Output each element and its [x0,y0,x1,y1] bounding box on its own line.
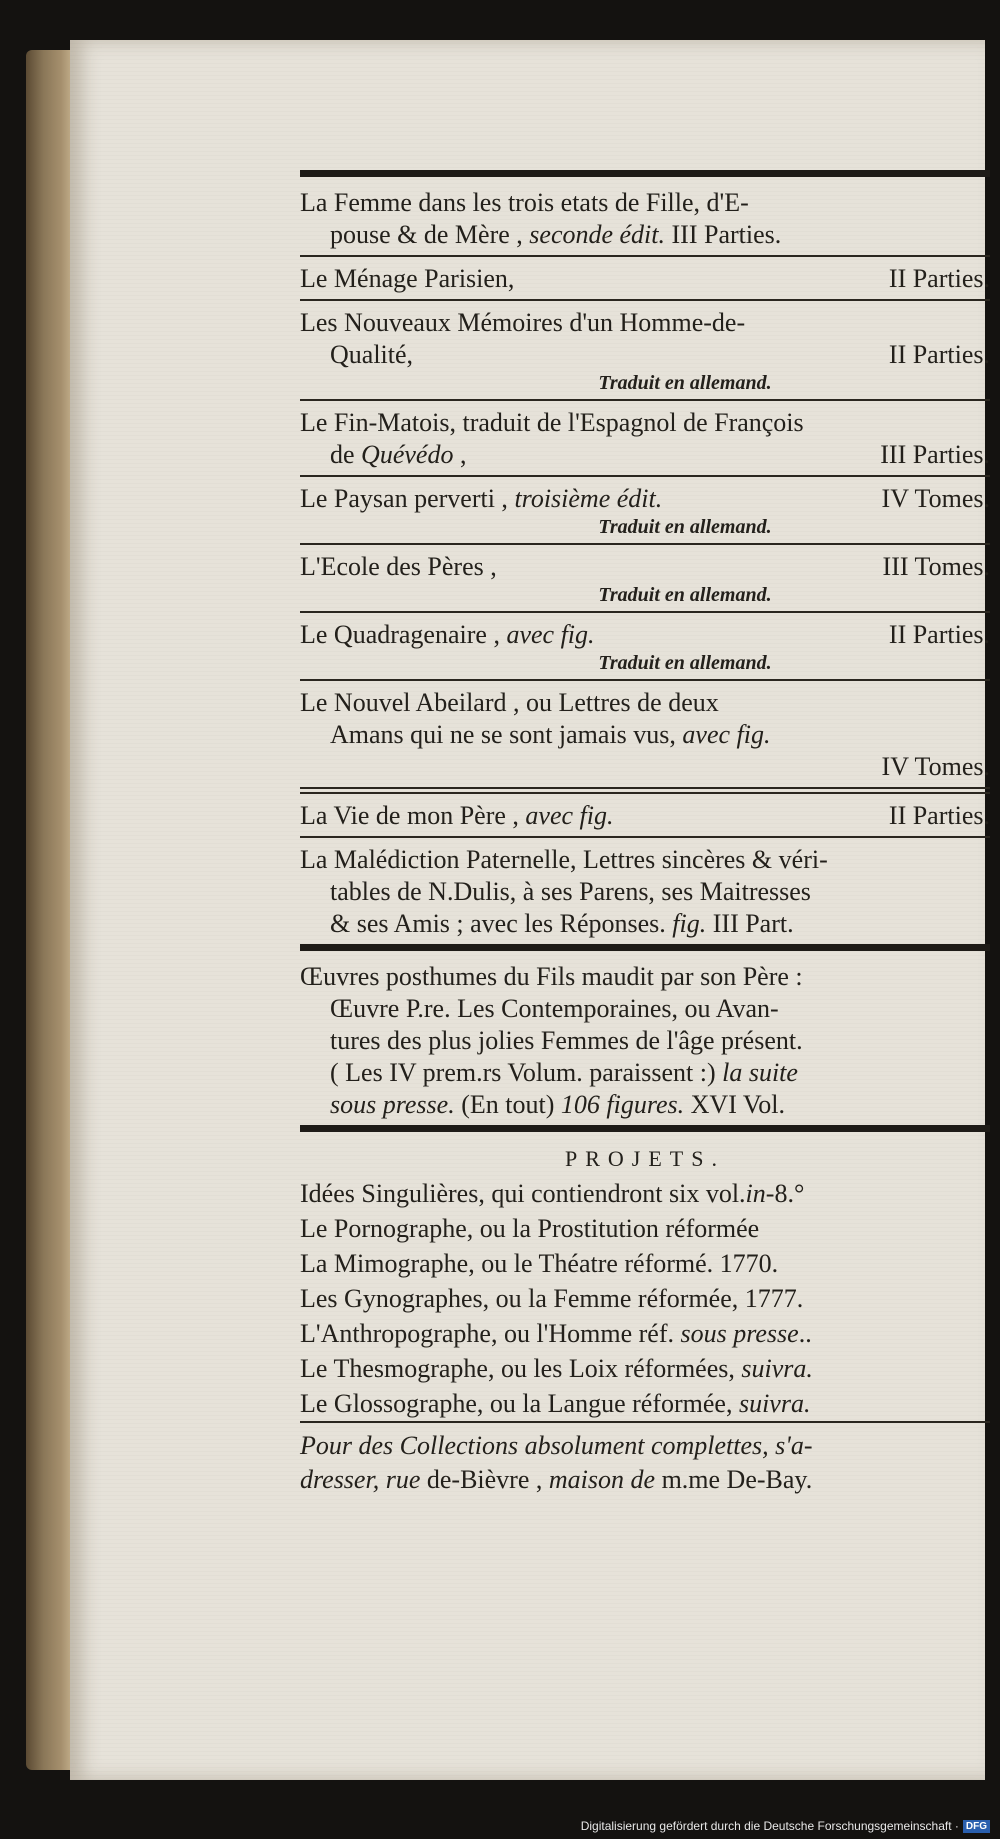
entry-line [300,1089,990,1121]
list-item [300,401,990,475]
entry-title: Le Ménage Parisien, [300,264,515,293]
projet-text: Les Gynographes, ou la Femme réformée, 1777. [300,1284,804,1313]
projets-heading: PROJETS. [565,1146,725,1171]
entry-figures: avec fig. [682,720,771,749]
entry-line: Œuvre P.re. Les Contemporaines, ou Avan- [330,994,779,1023]
entry-line [300,483,990,515]
entry-title: L'Ecole des Pères , [300,552,497,581]
projet-note: sous presse [680,1319,799,1348]
entry-line [300,219,990,251]
entry-edition: seconde édit. [529,220,666,249]
list-item [300,794,990,836]
entry-text: la suite [722,1058,798,1087]
entry-volumes: II Parties. [888,264,990,293]
projet-item [300,1246,990,1281]
divider [300,1125,990,1132]
projet-text: La Mimographe, ou le Théatre réformé. 1770. [300,1249,779,1278]
projet-note: suivra. [741,1354,813,1383]
entry-volumes: III Parties. [880,440,990,469]
entry-line [300,263,990,295]
projet-text: .. [798,1319,812,1348]
projet-text: Le Pornographe, ou la Prostitution réformée [300,1214,760,1243]
entry-volumes: II Parties. [888,620,990,649]
entry-line [300,619,990,651]
entry-title: Le Quadragenaire , [300,620,507,649]
entry-line: La Malédiction Paternelle, Lettres sincères & véri- [300,845,828,874]
closing-text: dresser, rue [300,1465,427,1494]
divider [300,944,990,951]
credit-text: Digitalisierung gefördert durch die Deutsche Forschungsgemeinschaft · [580,1819,959,1833]
translation-note: Traduit en allemand. [598,372,772,394]
publication-list [300,170,990,1497]
book-edge [26,50,76,1770]
entry-text: (En tout) [454,1090,561,1119]
list-item [300,681,990,787]
entry-text: Qualité, [330,340,414,369]
entry-title: Le Paysan perverti , [300,484,515,513]
entry-line [300,1057,990,1089]
list-item [300,613,990,679]
divider [300,787,990,794]
projet-note: suivra. [738,1389,811,1418]
list-item [300,477,990,543]
projet-item [300,1386,990,1421]
entry-text: & ses Amis ; avec les Réponses. [330,909,673,938]
digitization-credit [581,1819,990,1833]
entry-text: , [453,440,467,469]
entry-line: tables de N.Dulis, à ses Parens, ses Maitresses [330,877,811,906]
entry-line [300,719,990,751]
list-item [300,545,990,611]
entry-figures: avec fig. [525,801,614,830]
closing-line [300,1429,990,1463]
closing-text: maison de [548,1465,662,1494]
dfg-logo-icon: DFG [963,1820,990,1833]
translation-note: Traduit en allemand. [598,516,772,538]
entry-line [300,551,990,583]
projets-list [300,1176,990,1421]
closing-text: Pour des Collections absolument complettes, s'a- [300,1431,813,1460]
entry-line: Les Nouveaux Mémoires d'un Homme-de- [300,308,746,337]
projet-text: Idées Singulières, qui contiendront six vol. [300,1179,746,1208]
closing-line [300,1463,990,1497]
translation-note: Traduit en allemand. [598,584,772,606]
entry-edition: troisième édit. [514,484,663,513]
entry-title: La Vie de mon Père , [300,801,526,830]
entry-volumes: III Tomes. [882,552,990,581]
top-rule [300,170,990,177]
projet-text: L'Anthropographe, ou l'Homme réf. [300,1319,681,1348]
entry-line [300,908,990,940]
entry-figures: 106 figures. [560,1090,685,1119]
entry-line: La Femme dans les trois etats de Fille, d'E- [300,188,749,217]
closing-text: m.me De-Bay. [661,1465,813,1494]
entry-line: tures des plus jolies Femmes de l'âge présent. [330,1026,803,1055]
entry-line [300,339,990,371]
projet-item [300,1281,990,1316]
entry-text: Amans qui ne se sont jamais vus, [330,720,683,749]
projet-note: in [745,1179,766,1208]
entry-line [300,800,990,832]
entry-line: Le Nouvel Abeilard , ou Lettres de deux [300,688,719,717]
entry-volumes: II Parties. [888,340,990,369]
entry-volumes: III Parties. [665,220,782,249]
list-item [300,181,990,255]
entry-text: sous presse. [330,1090,455,1119]
entry-volumes: IV Tomes. [881,752,990,781]
entry-text: de [330,440,362,469]
projet-text: Le Glossographe, ou la Langue réformée, [300,1389,739,1418]
entry-figures: fig. [672,909,707,938]
list-item [300,838,990,944]
entry-volumes: III Part. [706,909,794,938]
entry-author: Quévédo [361,440,454,469]
list-item [300,257,990,299]
entry-line [300,439,990,471]
projet-text: -8.° [765,1179,805,1208]
projet-item [300,1211,990,1246]
entry-line: Œuvres posthumes du Fils maudit par son Père : [300,962,803,991]
closing-text: de-Bièvre , [426,1465,549,1494]
book-page [70,40,990,1780]
translation-note: Traduit en allemand. [598,652,772,674]
entry-volumes: II Parties. [888,801,990,830]
closing-note [300,1429,990,1497]
projet-item [300,1176,990,1211]
entry-volumes: IV Tomes. [881,484,990,513]
entry-line: Le Fin-Matois, traduit de l'Espagnol de François [300,408,804,437]
entry-volumes: XVI Vol. [684,1090,786,1119]
list-item [300,301,990,399]
projet-item [300,1316,990,1351]
list-item [300,955,990,1125]
divider [300,1421,990,1423]
projet-text: Le Thesmographe, ou les Loix réformées, [300,1354,742,1383]
entry-figures: avec fig. [506,620,595,649]
entry-text: ( Les IV prem.rs Volum. paraissent :) [330,1058,723,1087]
entry-text: pouse & de Mère , [330,220,530,249]
projet-item [300,1351,990,1386]
